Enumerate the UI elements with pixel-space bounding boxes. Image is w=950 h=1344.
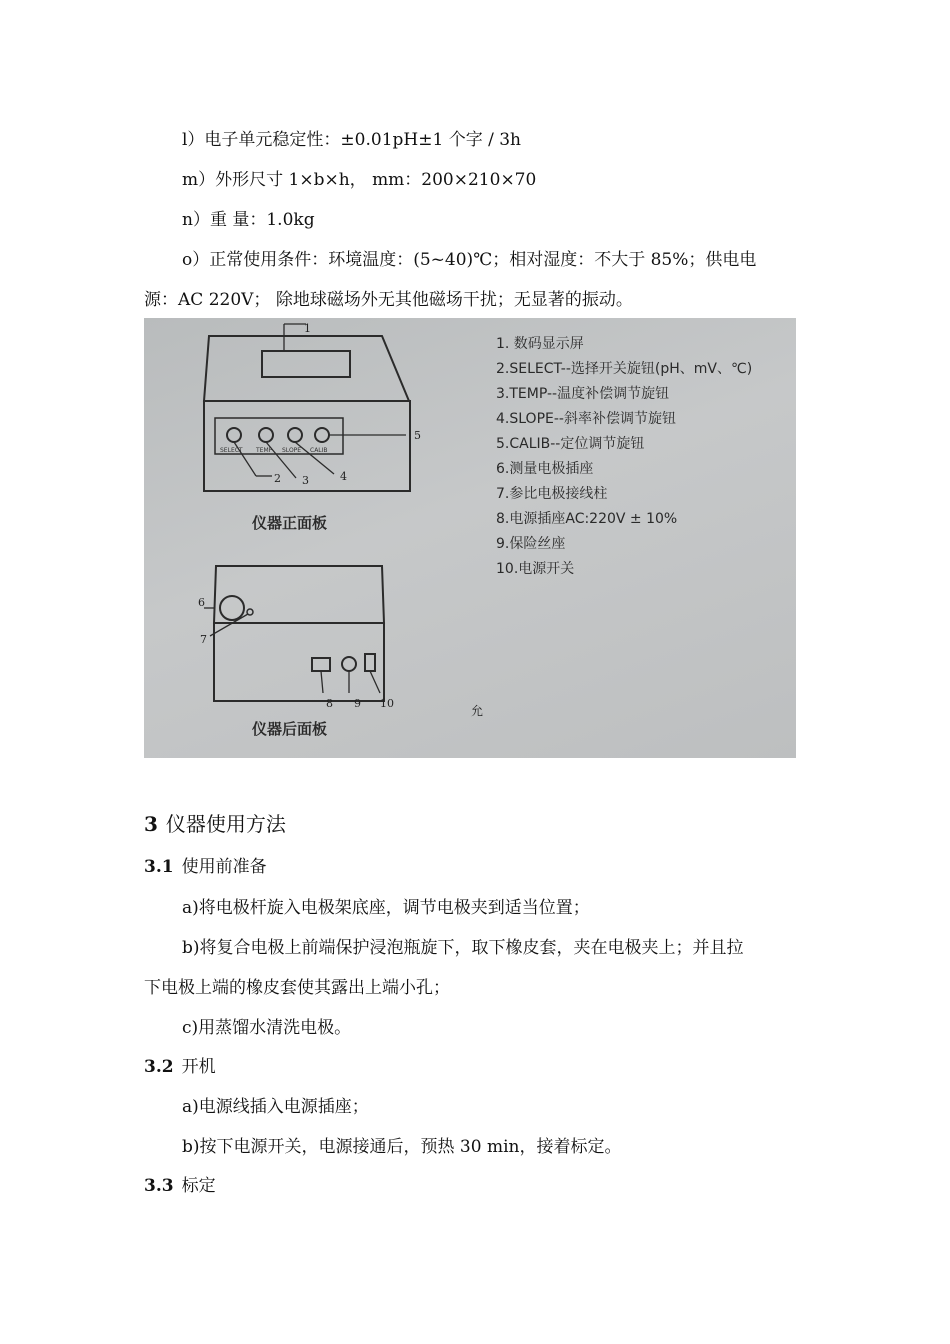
component-legend (496, 332, 786, 582)
step-3-1-c: c)用蒸馏水清洗电极。 (182, 1018, 352, 1038)
section-3-2-heading (144, 1055, 216, 1079)
section-3-1-number: 3.1 (144, 857, 174, 877)
fuse-holder (342, 657, 356, 671)
back-panel-caption: 仪器后面板 (252, 720, 328, 738)
legend-item: 5.CALIB--定位调节旋钮 (496, 436, 645, 452)
section-3-title: 仪器使用方法 (165, 812, 286, 836)
front-panel-caption: 仪器正面板 (252, 514, 328, 532)
display-screen (262, 351, 350, 377)
callout-5: 5 (414, 429, 421, 442)
spec-conditions: o）正常使用条件：环境温度：(5~40)℃；相对湿度：不大于 85%；供电电 (182, 250, 757, 270)
legend-item: 4.SLOPE--斜率补偿调节旋钮 (496, 411, 676, 427)
callout-7: 7 (200, 633, 207, 646)
power-inlet (312, 658, 330, 671)
knob-label-temp: TEMP (256, 447, 273, 454)
instrument-panel-figure (144, 318, 796, 758)
section-3-2-title: 开机 (181, 1057, 216, 1077)
electrode-socket (220, 596, 244, 620)
callout-9: 9 (354, 697, 361, 710)
section-3-1-title: 使用前准备 (181, 857, 267, 877)
spec-stability: l）电子单元稳定性：±0.01pH±1 个字 / 3h (182, 130, 522, 150)
stray-mark: 允 (471, 704, 484, 718)
spec-dimensions: m）外形尺寸 1×b×h， mm：200×210×70 (182, 170, 537, 190)
callout-8: 8 (326, 697, 333, 710)
legend-item: 9.保险丝座 (496, 536, 566, 552)
legend-item: 6.测量电极插座 (496, 461, 594, 477)
select-knob (227, 428, 241, 442)
section-3-1-heading (144, 855, 267, 879)
step-3-2-b: b)按下电源开关，电源接通后，预热 30 min，接着标定。 (182, 1137, 622, 1157)
legend-item: 7.参比电极接线柱 (496, 486, 608, 502)
slope-knob (288, 428, 302, 442)
spec-conditions-cont: 源：AC 220V； 除地球磁场外无其他磁场干扰；无显著的振动。 (144, 290, 633, 310)
section-3-3-title: 标定 (181, 1176, 216, 1196)
callout-10: 10 (380, 697, 394, 710)
legend-item: 3.TEMP--温度补偿调节旋钮 (496, 386, 670, 402)
temp-knob (259, 428, 273, 442)
section-3-3-heading (144, 1174, 216, 1198)
power-switch (365, 654, 375, 671)
calib-knob (315, 428, 329, 442)
back-panel-body (214, 623, 384, 701)
front-panel-top (204, 336, 409, 401)
legend-item: 8.电源插座AC:220V ± 10% (496, 511, 678, 527)
legend-item: 1. 数码显示屏 (496, 336, 584, 352)
section-3-3-number: 3.3 (144, 1176, 174, 1196)
spec-weight: n）重 量：1.0kg (182, 210, 315, 230)
step-3-1-b: b)将复合电极上前端保护浸泡瓶旋下，取下橡皮套，夹在电极夹上；并且拉 (182, 938, 744, 958)
knob-label-calib: CALIB (310, 447, 328, 454)
step-3-2-a: a)电源线插入电源插座； (182, 1097, 369, 1117)
callout-3: 3 (302, 474, 309, 487)
back-panel-top (214, 566, 384, 623)
section-3-heading (144, 812, 286, 836)
callout-6: 6 (198, 596, 205, 609)
callout-2: 2 (274, 472, 281, 485)
callout-4: 4 (340, 470, 347, 483)
knob-label-select: SELECT (220, 447, 243, 454)
section-3-number: 3 (144, 812, 158, 836)
legend-item: 2.SELECT--选择开关旋钮(pH、mV、℃) (496, 361, 753, 377)
step-3-1-b-cont: 下电极上端的橡皮套使其露出上端小孔； (144, 978, 450, 998)
knob-label-slope: SLOPE (282, 447, 302, 454)
callout-1: 1 (304, 322, 311, 335)
section-3-2-number: 3.2 (144, 1057, 174, 1077)
step-3-1-a: a)将电极杆旋入电极架底座，调节电极夹到适当位置； (182, 898, 590, 918)
legend-item: 10.电源开关 (496, 561, 575, 577)
